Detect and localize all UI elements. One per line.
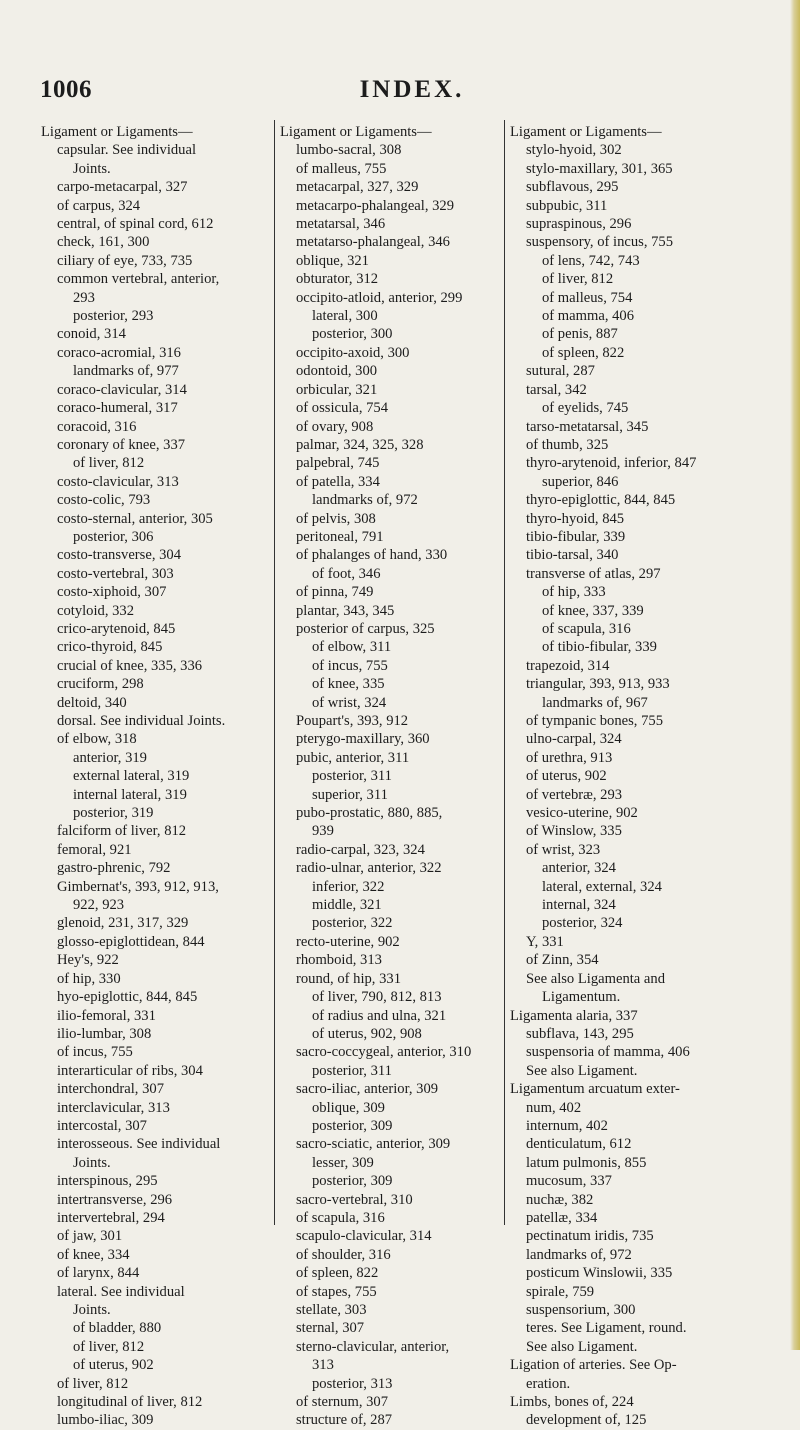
index-entry: Joints. xyxy=(73,160,111,177)
index-entry: intervertebral, 294 xyxy=(57,1209,165,1226)
index-entry: central, of spinal cord, 612 xyxy=(57,216,214,233)
index-entry: costo-vertebral, 303 xyxy=(57,565,174,582)
index-entry: triangular, 393, 913, 933 xyxy=(526,676,670,693)
index-entry: of liver, 812 xyxy=(73,1338,145,1355)
index-entry: oblique, 309 xyxy=(312,1099,385,1116)
index-entry: Gimbernat's, 393, 912, 913, xyxy=(57,878,219,895)
index-entry: suspensoria of mamma, 406 xyxy=(526,1044,690,1061)
index-entry: interarticular of ribs, 304 xyxy=(57,1062,203,1079)
index-entry: recto-uterine, 902 xyxy=(296,933,400,950)
index-entry: lateral, 300 xyxy=(312,308,378,325)
index-entry: denticulatum, 612 xyxy=(526,1136,632,1153)
index-entry: peritoneal, 791 xyxy=(296,528,384,545)
index-entry: development of, 125 xyxy=(526,1412,647,1429)
index-entry: Poupart's, 393, 912 xyxy=(296,713,409,729)
index-entry: dorsal. See individual Joints. xyxy=(57,713,226,729)
index-entry: lateral. See individual xyxy=(57,1283,185,1300)
index-entry: of patella, 334 xyxy=(296,473,380,490)
index-entry: of foot, 346 xyxy=(312,565,381,582)
index-entry: sacro-sciatic, anterior, 309 xyxy=(296,1136,451,1153)
index-entry: plantar, 343, 345 xyxy=(296,602,395,619)
index-entry: transverse of atlas, 297 xyxy=(526,565,661,582)
index-entry: of sternum, 307 xyxy=(296,1394,389,1411)
index-entry: lesser, 309 xyxy=(312,1154,374,1171)
index-entry: of larynx, 844 xyxy=(57,1265,140,1282)
index-entry: occipito-axoid, 300 xyxy=(296,344,410,361)
index-entry: scapulo-clavicular, 314 xyxy=(296,1228,432,1245)
index-entry: Hey's, 922 xyxy=(57,952,119,969)
index-entry: glosso-epiglottidean, 844 xyxy=(57,933,205,950)
index-entry: of ossicula, 754 xyxy=(296,400,389,417)
index-entry: thyro-arytenoid, inferior, 847 xyxy=(526,455,697,472)
index-entry: subpubic, 311 xyxy=(526,197,608,214)
index-entry: posterior, 324 xyxy=(542,915,623,932)
index-entry: stylo-maxillary, 301, 365 xyxy=(526,160,673,177)
index-entry: posterior, 309 xyxy=(312,1173,393,1190)
index-entry: of liver, 812 xyxy=(542,271,614,288)
index-entry: landmarks of, 972 xyxy=(312,492,418,509)
index-entry: femoral, 921 xyxy=(57,841,132,858)
index-entry: of incus, 755 xyxy=(57,1044,133,1061)
index-entry: vesico-uterine, 902 xyxy=(526,805,638,822)
index-entry: of spleen, 822 xyxy=(542,344,625,361)
index-entry: conoid, 314 xyxy=(57,326,126,343)
index-entry: of tibio-fibular, 339 xyxy=(542,639,657,656)
index-entry: tarsal, 342 xyxy=(526,381,587,398)
index-entry: posterior, 319 xyxy=(73,805,154,822)
index-entry: tibio-fibular, 339 xyxy=(526,528,626,545)
index-entry: of malleus, 755 xyxy=(296,160,387,177)
index-entry: orbicular, 321 xyxy=(296,381,378,398)
index-entry: intertransverse, 296 xyxy=(57,1191,173,1208)
index-entry: inferior, 322 xyxy=(312,878,385,895)
index-entry: crico-thyroid, 845 xyxy=(57,639,163,656)
index-entry: Limbs, bones of, 224 xyxy=(510,1394,634,1411)
index-entry: of Zinn, 354 xyxy=(526,952,599,969)
index-entry: internal lateral, 319 xyxy=(73,786,187,803)
index-entry: coraco-clavicular, 314 xyxy=(57,381,187,398)
index-entry: of tympanic bones, 755 xyxy=(526,713,663,729)
index-entry: Ligamentum arcuatum exter- xyxy=(510,1081,680,1098)
index-entry: posterior, 313 xyxy=(312,1375,393,1392)
index-entry: Ligation of arteries. See Op- xyxy=(510,1357,677,1374)
index-entry: deltoid, 340 xyxy=(57,694,127,711)
index-entry: 293 xyxy=(73,289,95,306)
index-entry: stellate, 303 xyxy=(296,1302,367,1318)
index-entry: hyo-epiglottic, 844, 845 xyxy=(57,989,198,1006)
index-entry: suspensorium, 300 xyxy=(526,1302,636,1318)
index-entry: sacro-coccygeal, anterior, 310 xyxy=(296,1044,472,1061)
index-entry: interclavicular, 313 xyxy=(57,1099,170,1116)
index-entry: of eyelids, 745 xyxy=(542,400,629,417)
index-entry: of elbow, 311 xyxy=(312,639,392,656)
index-entry: Ligament or Ligaments— xyxy=(280,124,432,140)
index-entry: cotyloid, 332 xyxy=(57,602,135,619)
index-entry: Ligament or Ligaments— xyxy=(41,124,193,140)
index-entry: sacro-vertebral, 310 xyxy=(296,1191,413,1208)
index-entry: of scapula, 316 xyxy=(296,1209,385,1226)
index-entry: carpo-metacarpal, 327 xyxy=(57,179,188,196)
index-entry: of ovary, 908 xyxy=(296,418,374,435)
index-entry: of hip, 330 xyxy=(57,970,121,987)
index-entry: metacarpo-phalangeal, 329 xyxy=(296,197,455,214)
index-entry: of elbow, 318 xyxy=(57,731,137,748)
index-entry: posterior, 322 xyxy=(312,915,393,932)
index-entry: of scapula, 316 xyxy=(542,620,631,637)
index-entry: latum pulmonis, 855 xyxy=(526,1154,647,1171)
page-header xyxy=(40,76,760,108)
index-entry: coraco-humeral, 317 xyxy=(57,400,178,417)
index-entry: posterior, 311 xyxy=(312,1062,392,1079)
index-entry: obturator, 312 xyxy=(296,271,379,288)
column-divider xyxy=(274,120,275,1225)
index-entry: of uterus, 902, 908 xyxy=(312,1025,422,1042)
index-entry: of knee, 334 xyxy=(57,1246,130,1263)
index-entry: check, 161, 300 xyxy=(57,234,150,251)
index-entry: tarso-metatarsal, 345 xyxy=(526,418,649,435)
index-entry: of uterus, 902 xyxy=(526,768,607,785)
index-entry: external lateral, 319 xyxy=(73,768,190,785)
index-entry: structure of, 287 xyxy=(296,1412,393,1429)
index-entry: landmarks of, 977 xyxy=(73,363,179,380)
index-entry: of mamma, 406 xyxy=(542,308,635,325)
index-entry: glenoid, 231, 317, 329 xyxy=(57,915,189,932)
index-entry: mucosum, 337 xyxy=(526,1173,612,1190)
index-entry: stylo-hyoid, 302 xyxy=(526,142,622,159)
index-entry: of incus, 755 xyxy=(312,657,388,674)
index-entry: of thumb, 325 xyxy=(526,436,609,453)
index-entry: gastro-phrenic, 792 xyxy=(57,860,171,877)
index-entry: interosseous. See individual xyxy=(57,1136,221,1153)
index-entry: landmarks of, 967 xyxy=(542,694,648,711)
index-entry: Ligamentum. xyxy=(542,989,621,1006)
index-entry: trapezoid, 314 xyxy=(526,657,610,674)
index-entry: pubo-prostatic, 880, 885, xyxy=(296,805,443,822)
index-entry: coraco-acromial, 316 xyxy=(57,344,181,361)
index-entry: teres. See Ligament, round. xyxy=(526,1320,687,1337)
index-entry: metacarpal, 327, 329 xyxy=(296,179,419,196)
index-entry: pubic, anterior, 311 xyxy=(296,749,410,766)
index-entry: superior, 311 xyxy=(312,786,388,803)
index-entry: ciliary of eye, 733, 735 xyxy=(57,252,193,269)
page-number: 1006 xyxy=(40,76,92,103)
index-entry: Y, 331 xyxy=(526,933,564,950)
index-entry: landmarks of, 972 xyxy=(526,1246,632,1263)
index-entry: posterior, 311 xyxy=(312,768,392,785)
index-entry: spirale, 759 xyxy=(526,1283,595,1300)
index-entry: internum, 402 xyxy=(526,1117,608,1134)
index-entry: of vertebræ, 293 xyxy=(526,786,623,803)
index-entry: coronary of knee, 337 xyxy=(57,436,186,453)
index-entry: longitudinal of liver, 812 xyxy=(57,1394,203,1411)
index-entry: of hip, 333 xyxy=(542,584,606,601)
index-entry: patellæ, 334 xyxy=(526,1209,598,1226)
index-entry: posterior, 293 xyxy=(73,308,154,325)
index-entry: oblique, 321 xyxy=(296,252,369,269)
index-entry: of knee, 337, 339 xyxy=(542,602,644,619)
index-entry: of phalanges of hand, 330 xyxy=(296,547,448,564)
index-entry: ilio-femoral, 331 xyxy=(57,1007,156,1024)
index-entry: of urethra, 913 xyxy=(526,749,613,766)
index-entry: 313 xyxy=(312,1357,334,1374)
index-entry: sacro-iliac, anterior, 309 xyxy=(296,1081,439,1098)
index-entry: of malleus, 754 xyxy=(542,289,633,306)
index-entry: occipito-atloid, anterior, 299 xyxy=(296,289,463,306)
index-entry: subflavous, 295 xyxy=(526,179,619,196)
page-edge xyxy=(790,0,800,1350)
index-entry: metatarso-phalangeal, 346 xyxy=(296,234,450,251)
column-divider xyxy=(504,120,505,1225)
index-entry: of liver, 790, 812, 813 xyxy=(312,989,442,1006)
index-entry: eration. xyxy=(526,1375,571,1392)
index-entry: palmar, 324, 325, 328 xyxy=(296,436,424,453)
index-entry: palpebral, 745 xyxy=(296,455,380,472)
index-entry: costo-colic, 793 xyxy=(57,492,151,509)
index-entry: common vertebral, anterior, xyxy=(57,271,220,288)
index-entry: sterno-clavicular, anterior, xyxy=(296,1338,450,1355)
index-entry: nuchæ, 382 xyxy=(526,1191,594,1208)
index-entry: 939 xyxy=(312,823,334,840)
index-entry: thyro-hyoid, 845 xyxy=(526,510,625,527)
index-entry: of Winslow, 335 xyxy=(526,823,622,840)
index-entry: supraspinous, 296 xyxy=(526,216,632,233)
index-entry: of spleen, 822 xyxy=(296,1265,379,1282)
index-entry: coracoid, 316 xyxy=(57,418,137,435)
index-entry: interspinous, 295 xyxy=(57,1173,158,1190)
index-entry: 922, 923 xyxy=(73,897,125,914)
index-entry: of stapes, 755 xyxy=(296,1283,377,1300)
index-entry: interchondral, 307 xyxy=(57,1081,164,1098)
index-entry: rhomboid, 313 xyxy=(296,952,382,969)
index-entry: of wrist, 324 xyxy=(312,694,387,711)
index-entry: Joints. xyxy=(73,1302,111,1318)
index-entry: ilio-lumbar, 308 xyxy=(57,1025,152,1042)
index-entry: tibio-tarsal, 340 xyxy=(526,547,619,564)
index-entry: superior, 846 xyxy=(542,473,619,490)
index-entry: middle, 321 xyxy=(312,897,382,914)
index-entry: of shoulder, 316 xyxy=(296,1246,391,1263)
index-entry: radio-ulnar, anterior, 322 xyxy=(296,860,442,877)
index-entry: suspensory, of incus, 755 xyxy=(526,234,674,251)
index-entry: cruciform, 298 xyxy=(57,676,144,693)
index-column-1 xyxy=(41,123,259,1430)
index-entry: subflava, 143, 295 xyxy=(526,1025,634,1042)
index-entry: of knee, 335 xyxy=(312,676,385,693)
index-entry: costo-clavicular, 313 xyxy=(57,473,179,490)
index-entry: crucial of knee, 335, 336 xyxy=(57,657,203,674)
index-entry: costo-xiphoid, 307 xyxy=(57,584,167,601)
index-entry: posterior, 306 xyxy=(73,528,154,545)
index-entry: of radius and ulna, 321 xyxy=(312,1007,447,1024)
index-entry: See also Ligament. xyxy=(526,1062,638,1079)
index-entry: posterior, 309 xyxy=(312,1117,393,1134)
index-entry: internal, 324 xyxy=(542,897,616,914)
index-entry: lumbo-sacral, 308 xyxy=(296,142,402,159)
index-entry: See also Ligamenta and xyxy=(526,970,665,987)
index-entry: of liver, 812 xyxy=(57,1375,129,1392)
index-entry: See also Ligament. xyxy=(526,1338,638,1355)
index-entry: of uterus, 902 xyxy=(73,1357,154,1374)
index-entry: lateral, external, 324 xyxy=(542,878,662,895)
index-entry: sutural, 287 xyxy=(526,363,595,380)
index-entry: ulno-carpal, 324 xyxy=(526,731,622,748)
index-entry: of lens, 742, 743 xyxy=(542,252,640,269)
index-entry: crico-arytenoid, 845 xyxy=(57,620,176,637)
index-entry: falciform of liver, 812 xyxy=(57,823,187,840)
index-entry: posterior, 300 xyxy=(312,326,393,343)
index-column-3 xyxy=(510,123,760,1430)
index-entry: num, 402 xyxy=(526,1099,582,1116)
index-entry: odontoid, 300 xyxy=(296,363,378,380)
index-entry: posticum Winslowii, 335 xyxy=(526,1265,673,1282)
index-entry: metatarsal, 346 xyxy=(296,216,386,233)
index-entry: of penis, 887 xyxy=(542,326,618,343)
index-entry: Ligamenta alaria, 337 xyxy=(510,1007,638,1024)
index-entry: anterior, 324 xyxy=(542,860,616,877)
index-entry: round, of hip, 331 xyxy=(296,970,401,987)
index-entry: lumbo-iliac, 309 xyxy=(57,1412,154,1429)
index-entry: of liver, 812 xyxy=(73,455,145,472)
index-column-2 xyxy=(280,123,504,1430)
running-title: INDEX. xyxy=(359,76,465,103)
index-entry: Joints. xyxy=(73,1154,111,1171)
index-entry: Ligament or Ligaments— xyxy=(510,124,662,140)
index-entry: sternal, 307 xyxy=(296,1320,365,1337)
index-entry: of carpus, 324 xyxy=(57,197,141,214)
index-entry: posterior of carpus, 325 xyxy=(296,620,435,637)
index-entry: of wrist, 323 xyxy=(526,841,601,858)
index-entry: intercostal, 307 xyxy=(57,1117,147,1134)
index-entry: of pinna, 749 xyxy=(296,584,374,601)
index-entry: costo-transverse, 304 xyxy=(57,547,182,564)
index-entry: of pelvis, 308 xyxy=(296,510,376,527)
index-entry: pterygo-maxillary, 360 xyxy=(296,731,430,748)
index-entry: radio-carpal, 323, 324 xyxy=(296,841,425,858)
index-entry: anterior, 319 xyxy=(73,749,147,766)
index-entry: thyro-epiglottic, 844, 845 xyxy=(526,492,676,509)
index-entry: pectinatum iridis, 735 xyxy=(526,1228,654,1245)
index-entry: of bladder, 880 xyxy=(73,1320,162,1337)
index-entry: costo-sternal, anterior, 305 xyxy=(57,510,213,527)
index-entry: capsular. See individual xyxy=(57,142,197,159)
index-entry: of jaw, 301 xyxy=(57,1228,123,1245)
